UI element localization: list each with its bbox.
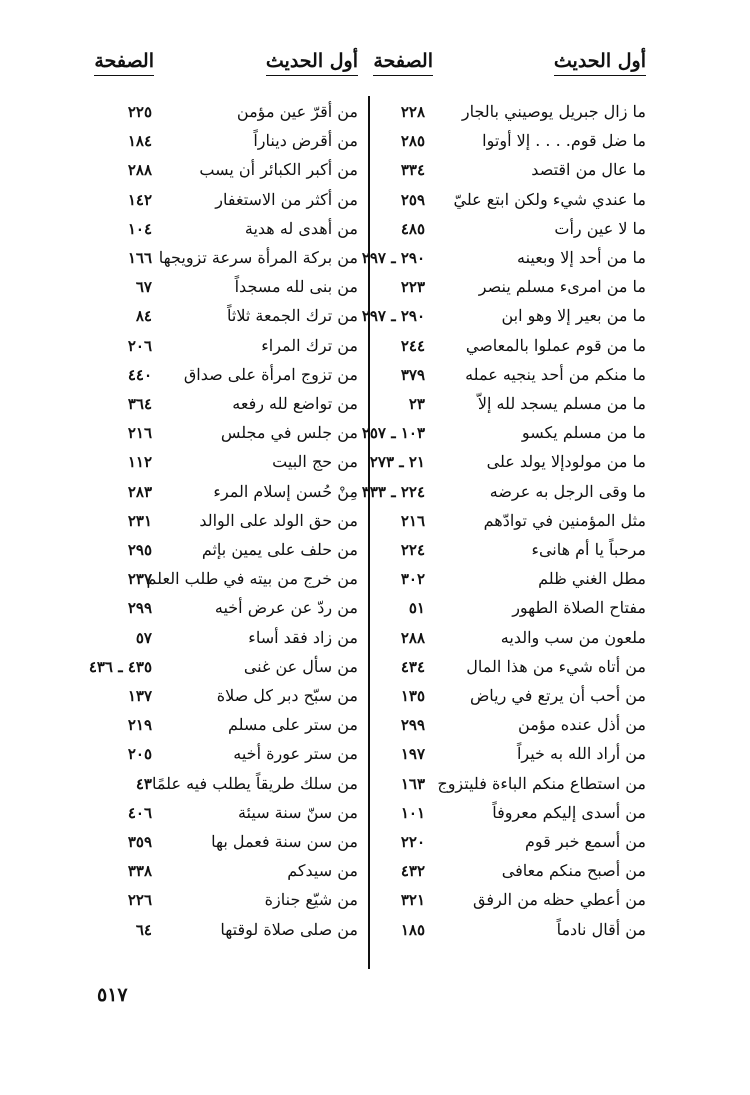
- left-page-ref: ٢٠٥: [127, 745, 152, 764]
- left-hadith-text: من أقرّ عين مؤمن: [236, 102, 358, 121]
- right-hadith-text: ما من قوم عملوا بالمعاصي: [465, 335, 646, 355]
- left-hadith-text: من سبّح دبر كل صلاة: [216, 686, 358, 705]
- right-page-ref: ٤٣٤: [400, 657, 425, 676]
- right-hadith-text: من استطاع منكم الباءة فليتزوج: [437, 773, 646, 793]
- right-hadith-text: ما من مسلم يسجد لله إلاّ: [477, 394, 646, 413]
- table-row: [0, 917, 750, 946]
- left-page-ref: ٣٦٤: [127, 395, 152, 413]
- left-hadith-text: من ترك المراء: [261, 335, 358, 355]
- table-row: [0, 274, 750, 303]
- right-page-ref: ١٠١: [400, 803, 425, 822]
- right-page-ref: ٢٤٤: [400, 336, 425, 355]
- left-page-ref: ٤٤٠: [127, 365, 152, 384]
- left-hadith-text: من سأل عن غنى: [243, 656, 358, 676]
- table-row: [0, 362, 750, 391]
- left-hadith-text: من حق الولد على الوالد: [199, 510, 358, 530]
- table-row: [0, 157, 750, 186]
- left-page-ref: ١٣٧: [127, 687, 152, 705]
- left-page-ref: ٨٤: [135, 307, 152, 326]
- right-page-ref: ٣٧٩: [400, 365, 425, 384]
- left-hadith-text: من بركة المرأة سرعة تزويجها: [158, 248, 358, 267]
- header-left-page: الصفحة: [94, 50, 154, 76]
- left-page-ref: ١٠٤: [127, 219, 152, 238]
- right-hadith-text: مرحباً يا أم هانىء: [531, 540, 646, 559]
- left-hadith-text: من جلس في مجلس: [220, 423, 358, 443]
- left-page-ref: ٢٣٧: [127, 570, 152, 589]
- right-page-ref: ٢١٦: [400, 511, 425, 530]
- left-page-ref: ٢٣١: [127, 511, 152, 530]
- left-hadith-text: من حج البيت: [272, 452, 358, 472]
- right-hadith-text: من أقال نادماً: [556, 919, 646, 939]
- right-hadith-text: مثل المؤمنين في توادّهم: [483, 510, 646, 530]
- table-row: [0, 683, 750, 712]
- left-hadith-text: من ستر عورة أخيه: [233, 744, 358, 764]
- right-page-ref: ٤٣٢: [400, 862, 425, 881]
- right-page-ref: ٢٢٠: [400, 833, 425, 851]
- right-page-ref: ٤٨٥: [400, 219, 425, 238]
- table-row: [0, 333, 750, 362]
- table-row: [0, 216, 750, 245]
- left-hadith-text: من شيّع جنازة: [264, 890, 358, 910]
- table-row: [0, 245, 750, 274]
- header-right-page: الصفحة: [373, 50, 433, 76]
- right-hadith-text: ما من امرىء مسلم ينصر: [478, 277, 646, 297]
- right-hadith-text: من أحب أن يرتع في رياض: [469, 686, 646, 705]
- header-left-hadith: أول الحديث: [266, 50, 358, 76]
- table-row: [0, 712, 750, 741]
- left-page-ref: ٣٥٩: [127, 833, 152, 851]
- right-hadith-text: ما من بعير إلا وهو ابن: [501, 306, 646, 326]
- right-page-ref: ٢٣: [408, 395, 425, 413]
- left-page-ref: ٢٩٩: [127, 599, 152, 618]
- right-hadith-text: من أذل عنده مؤمن: [518, 715, 646, 735]
- right-page-ref: ١٦٣: [400, 774, 425, 793]
- right-page-ref: ٥١: [408, 599, 425, 618]
- right-page-ref: ٢٩٠ ـ ٢٩٧: [361, 307, 425, 326]
- left-page-ref: ٢١٦: [127, 424, 152, 443]
- left-hadith-text: من صلى صلاة لوقتها: [220, 919, 358, 939]
- left-page-ref: ٦٧: [135, 278, 152, 297]
- right-page-ref: ٢٩٩: [400, 716, 425, 735]
- table-row: [0, 858, 750, 887]
- table-row: [0, 625, 750, 654]
- left-page-ref: ٤٣: [135, 774, 152, 793]
- left-page-ref: ٤٠٦: [127, 803, 152, 822]
- left-page-ref: ١١٢: [127, 453, 152, 472]
- left-hadith-text: من خرج من بيته في طلب العلم: [146, 569, 358, 589]
- left-page-ref: ٥٧: [135, 628, 152, 647]
- right-hadith-text: ملعون من سب والديه: [500, 627, 646, 647]
- right-page-ref: ٢٩٠ ـ ٢٩٧: [361, 249, 425, 267]
- table-row: [0, 420, 750, 449]
- left-page-ref: ١٨٤: [127, 132, 152, 151]
- right-page-ref: ١٨٥: [400, 920, 425, 939]
- table-row: [0, 303, 750, 332]
- right-hadith-text: من أصبح منكم معافى: [501, 861, 646, 881]
- right-page-ref: ٣٠٢: [400, 570, 425, 589]
- table-row: [0, 99, 750, 128]
- left-page-ref: ٢٢٥: [127, 103, 152, 121]
- left-hadith-text: مِنْ حُسن إسلام المرء: [213, 481, 358, 501]
- table-row: [0, 829, 750, 858]
- right-hadith-text: ما عندي شيء ولكن ابتع عليّ: [453, 189, 646, 209]
- table-row: [0, 537, 750, 566]
- right-page-ref: ٢٨٥: [400, 132, 425, 151]
- left-hadith-text: من سلك طريقاً يطلب فيه علمًا: [152, 773, 358, 793]
- right-hadith-text: ما عال من اقتصد: [531, 160, 646, 180]
- right-hadith-text: من أعطي حظه من الرفق: [472, 890, 646, 910]
- left-hadith-text: من أقرض ديناراً: [253, 131, 358, 151]
- table-row: [0, 391, 750, 420]
- right-hadith-text: ما زال جبريل يوصيني بالجار: [461, 102, 646, 121]
- left-page-ref: ٢٨٣: [127, 482, 152, 501]
- left-page-ref: ٢٩٥: [127, 541, 152, 559]
- left-hadith-text: من أكثر من الاستغفار: [215, 189, 358, 209]
- table-row: [0, 479, 750, 508]
- right-hadith-text: ما ضل قوم. . . . إلا أوتوا: [482, 131, 646, 151]
- table-row: [0, 187, 750, 216]
- right-hadith-text: من أتاه شيء من هذا المال: [466, 656, 646, 676]
- page-number: ٥١٧: [97, 984, 128, 1006]
- right-hadith-text: ما من مولودإلا يولد على: [486, 452, 646, 472]
- left-page-ref: ٤٣٥ ـ ٤٣٦: [88, 657, 152, 676]
- table-row: [0, 741, 750, 770]
- left-page-ref: ٢١٩: [127, 716, 152, 735]
- left-hadith-text: من أكبر الكبائر أن يسب: [199, 160, 358, 180]
- right-page-ref: ٢٢٤ ـ ٣٣٣: [361, 482, 425, 501]
- right-hadith-text: من أسمع خبر قوم: [525, 832, 646, 851]
- right-page-ref: ١٣٥: [400, 687, 425, 705]
- right-hadith-text: مطل الغني ظلم: [538, 569, 646, 589]
- left-page-ref: ١٦٦: [127, 249, 152, 267]
- table-row: [0, 566, 750, 595]
- header-right-hadith: أول الحديث: [554, 50, 646, 76]
- left-hadith-text: من سيدكم: [287, 861, 358, 881]
- left-hadith-text: من ردّ عن عرض أخيه: [214, 598, 358, 618]
- left-page-ref: ٢٨٨: [127, 161, 152, 180]
- left-page-ref: ٢٢٦: [127, 891, 152, 910]
- left-hadith-text: من زاد فقد أساء: [248, 627, 358, 647]
- left-hadith-text: من أهدى له هدية: [244, 218, 358, 238]
- right-page-ref: ١٩٧: [400, 745, 425, 764]
- right-hadith-text: مفتاح الصلاة الطهور: [512, 598, 646, 618]
- left-hadith-text: من سن سنة فعمل بها: [211, 832, 358, 851]
- right-page-ref: ٢٢٣: [400, 278, 425, 297]
- right-page-ref: ٣٢١: [400, 891, 425, 910]
- table-row: [0, 128, 750, 157]
- right-hadith-text: ما لا عين رأت: [554, 218, 646, 238]
- right-page-ref: ٢٢٤: [400, 541, 425, 559]
- right-hadith-text: ما من أحد إلا وبعينه: [517, 248, 646, 267]
- right-page-ref: ٢١ ـ ٢٧٣: [369, 453, 425, 472]
- left-hadith-text: من سنّ سنة سيئة: [237, 802, 358, 822]
- right-hadith-text: ما منكم من أحد ينجيه عمله: [465, 364, 646, 384]
- left-page-ref: ٦٤: [135, 920, 152, 939]
- left-hadith-text: من تواضع لله رفعه: [232, 394, 358, 413]
- left-hadith-text: من ترك الجمعة ثلاثاً: [227, 306, 358, 326]
- table-row: [0, 449, 750, 478]
- right-page-ref: ١٠٣ ـ ٢٥٧: [361, 424, 425, 443]
- right-page-ref: ٢٥٩: [400, 190, 425, 209]
- left-hadith-text: من تزوج امرأة على صداق: [183, 364, 358, 384]
- table-row: [0, 508, 750, 537]
- table-row: [0, 800, 750, 829]
- left-page-ref: ١٤٢: [127, 190, 152, 209]
- right-hadith-text: ما وقى الرجل به عرضه: [489, 481, 646, 501]
- table-row: [0, 654, 750, 683]
- right-page-ref: ٣٣٤: [400, 161, 425, 180]
- right-hadith-text: ما من مسلم يكسو: [521, 423, 646, 443]
- right-hadith-text: من أراد الله به خيراً: [516, 744, 646, 764]
- left-hadith-text: من ستر على مسلم: [227, 715, 358, 735]
- right-page-ref: ٢٨٨: [400, 628, 425, 647]
- left-hadith-text: من بنى لله مسجداً: [234, 277, 358, 297]
- table-row: [0, 595, 750, 624]
- right-hadith-text: من أسدى إليكم معروفاً: [492, 802, 646, 822]
- left-hadith-text: من حلف على يمين بإثم: [201, 540, 358, 559]
- right-page-ref: ٢٢٨: [400, 103, 425, 121]
- table-row: [0, 887, 750, 916]
- table-row: [0, 771, 750, 800]
- left-page-ref: ٢٠٦: [127, 336, 152, 355]
- left-page-ref: ٣٣٨: [127, 862, 152, 881]
